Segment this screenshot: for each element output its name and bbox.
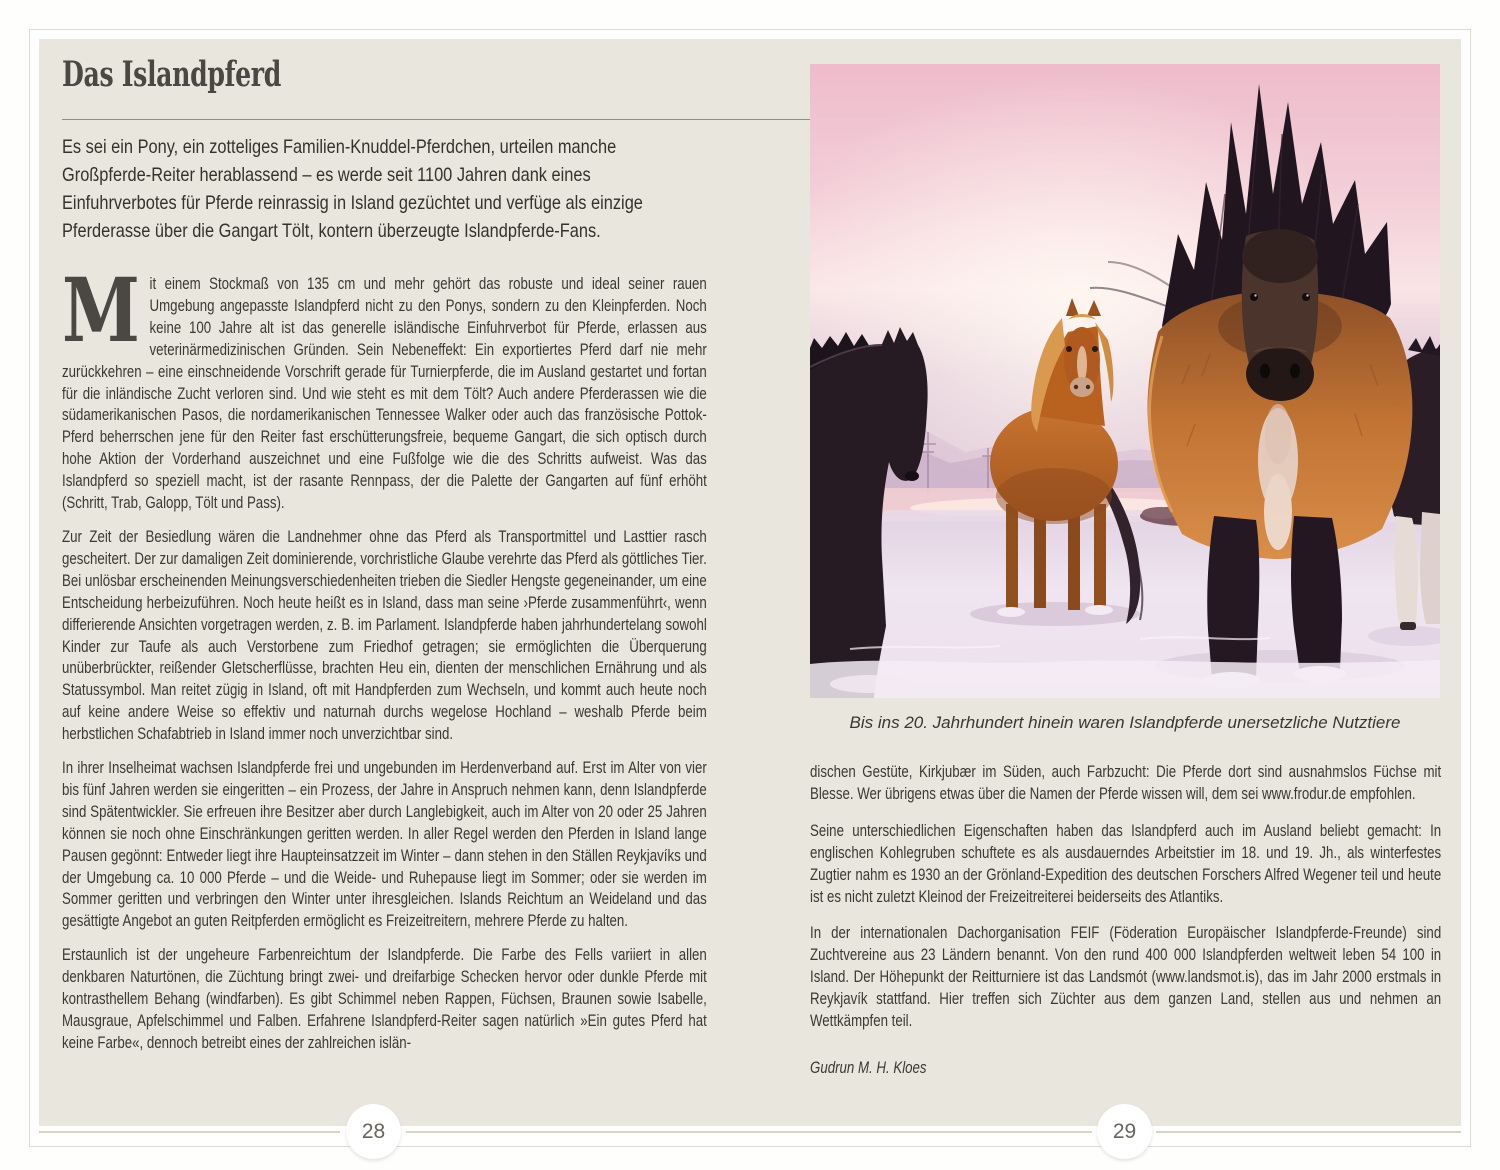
dropcap-letter: M xyxy=(62,258,140,362)
author-byline: Gudrun M. H. Kloes xyxy=(810,1057,927,1077)
page-number-left-badge xyxy=(346,1104,401,1159)
left-page-header xyxy=(62,54,762,95)
right-body-copy xyxy=(810,761,1441,1079)
page-number-left: 28 xyxy=(361,1119,386,1143)
body-paragraph-4: Erstaunlich ist der ungeheure Farbenreichtum der Islandpferde. Die Farbe des Fells variiert in allen denkbaren Naturtönen, die Züchtung bringt zwei- und dreifarbige Schecken hervor oder dunkle Pferde mit kontrasthellem Behang (windfarben). Es gibt Schimmel neben Rappen, Füchsen, Braunen sowie Isabelle, Mausgraue, Apfelschimmel und Falben. Erfahrene Islandpferd-Reiter sagen natürlich »Ein gutes Pferd hat keine Farbe«, dennoch betreibt eines der zahlreichen islän- xyxy=(62,945,707,1052)
horses-photo xyxy=(810,64,1440,698)
footer-rule-left xyxy=(39,1131,340,1133)
page-title: Das Islandpferd xyxy=(62,54,281,95)
left-body-copy xyxy=(62,258,707,1054)
body-paragraph-6: Seine unterschiedlichen Eigenschaften haben das Islandpferd auch im Ausland beliebt gemacht: In englischen Kohlegruben schuftete es als ausdauerndes Arbeitstier im 18. und 19. Jh., als winterfestes Zugtier nahm es 1930 an der Grönland-Expedition des deutschen Forschers Alfred Wegener teil und heute ist es nicht zuletzt Kleinod der Freizeitreiterei beiderseits des Atlantiks. xyxy=(810,820,1442,906)
photo-foreground-snow xyxy=(810,660,1440,698)
shadow-chestnut xyxy=(970,602,1140,626)
intro-paragraph: Es sei ein Pony, ein zotteliges Familien-Knuddel-Pferdchen, urteilen manche Großpferde-Reiter herablassend – es werde seit 1100 Jahren dank eines Einfuhrverbotes für Pferde reinrassig in Island gezüchtet und verfüge als einzige Pferderasse über die Gangart Tölt, kontern überzeugte Islandpferde-Fans. xyxy=(62,136,643,242)
body-paragraph-1 xyxy=(62,258,707,514)
title-rule xyxy=(62,119,810,120)
body-paragraph-2: Zur Zeit der Besiedlung wären die Landnehmer ohne das Pferd als Transportmittel und Lasttier rasch gescheitert. Der zur damaligen Zeit dominierende, vorchristliche Glaube verehrte das Pferd als göttliches Tier. Bei unlösbar erscheinenden Meinungsverschiedenheiten trieben die Siedler Hengste gegeneinander, um eine Entscheidung herbeizuführen. Noch heute heißt es in Island, dass man seine ›Pferde zusammenführt‹, wenn differierende Ansichten vorgetragen werden, z. B. im Parlament. Islandpferde haben jahrhundertelang sowohl Kinder zur Taufe als auch Verstorbene zum Friedhof getragen; sie ermöglichten die Überquerung unüberbrückter, reißender Gletscherflüsse, brachten Heu ein, dienten der menschlichen Ernährung und als Statussymbol. Man reitet zügig in Island, oft mit Handpferden zum Wechseln, und kommt auch heute noch auf keine andere Weise so effektiv und naturnah durchs wegelose Hochland – weshalb Pferde beim herbstlichen Schafabtrieb in Island immer noch unverzichtbar sind. xyxy=(62,526,707,744)
page-number-right: 29 xyxy=(1112,1119,1137,1143)
page-number-right-badge xyxy=(1097,1104,1152,1159)
footer-rule-middle xyxy=(406,1131,1092,1133)
body-paragraph-5: dischen Gestüte, Kirkjubær im Süden, auch Farbzucht: Die Pferde dort sind ausnahmslos Füchse mit Blesse. Wer übrigens etwas über die Namen der Pferde wissen will, dem sei www.frodur.de empfohlen. xyxy=(810,762,1442,803)
body-paragraph-3: In ihrer Inselheimat wachsen Islandpferde frei und ungebunden im Herdenverband auf. Erst im Alter von vier bis fünf Jahren werden sie eingeritten – ein Prozess, der Jahre in Anspruch nehmen kann, denn Islandpferde sind Spätentwickler. Sie erfreuen ihre Besitzer aber durch Langlebigkeit, auch im Alter von 20 oder 25 Jahren können sie noch ohne Einschränkungen geritten werden. In aller Regel werden den Pferden in Island lange Pausen gegönnt: Entweder liegt ihre Haupteinsatzzeit im Winter – dann stehen in den Ställen Reykjavíks und der Umgebung ca. 10 000 Pferde – und die Weide- und Ruhepause liegt im Sommer; oder sie werden im Sommer geritten und verbringen den Winter unter ihresgleichen. Islands Reichtum an Weideland und das gesättigte Angebot an guten Reitpferden ermöglicht es Freizeitreitern, mehrere Pferde zu halten. xyxy=(62,758,707,931)
intro-block xyxy=(62,133,709,245)
photo-caption: Bis ins 20. Jahrhundert hinein waren Islandpferde unersetzliche Nutztiere xyxy=(849,713,1401,732)
body-paragraph-7: In der internationalen Dachorganisation FEIF (Föderation Europäischer Islandpferde-Freunde) sind Zuchtvereine aus 23 Ländern benannt. Von den rund 400 000 Islandpferden weltweit leben 54 100 in Island. Der Höhepunkt der Reitturniere ist das Landsmót (www.landsmot.is), das im Jahr 2000 erstmals in Reykjavík stattfand. Hier treffen sich Züchter aus dem ganzen Land, stellen aus und nehmen an Wettkämpfen teil. xyxy=(810,923,1442,1031)
footer-rule-right xyxy=(1156,1131,1461,1133)
body-paragraph-1-text: it einem Stockmaß von 135 cm und mehr gehört das robuste und ideal seiner rauen Umgebung angepasste Islandpferd nicht zu den Ponys, sondern zu den Kleinpferden. Noch keine 100 Jahre alt ist das generelle isländische Einfuhrverbot für Pferde, erlassen aus veterinärmedizinischen Gründen. Sein Nebeneffekt: Ein exportiertes Pferd darf nie mehr zurückkehren – eine einschneidende Vorschrift gerade für Turnierpferde, die im Ausland gestartet und fortan für die inländische Zucht verloren sind. Und wie steht es mit dem Tölt? Auch andere Pferderassen wie die südamerikanischen Pasos, die nordamerikanischen Tennessee Walker oder auch das französische Pottok-Pferd beherrschen jene für den Reiter fast erschütterungsfreie, bequeme Gangart, die sich optisch durch hohe Aktion der Vorderhand auszeichnet und eine Fußfolge wie die des Schritts aufweist. Was das Islandpferd so speziell macht, ist der rasante Rennpass, der die Palette der Gangarten auf fünf erhöht (Schritt, Trab, Galopp, Tölt und Pass). xyxy=(62,274,707,513)
